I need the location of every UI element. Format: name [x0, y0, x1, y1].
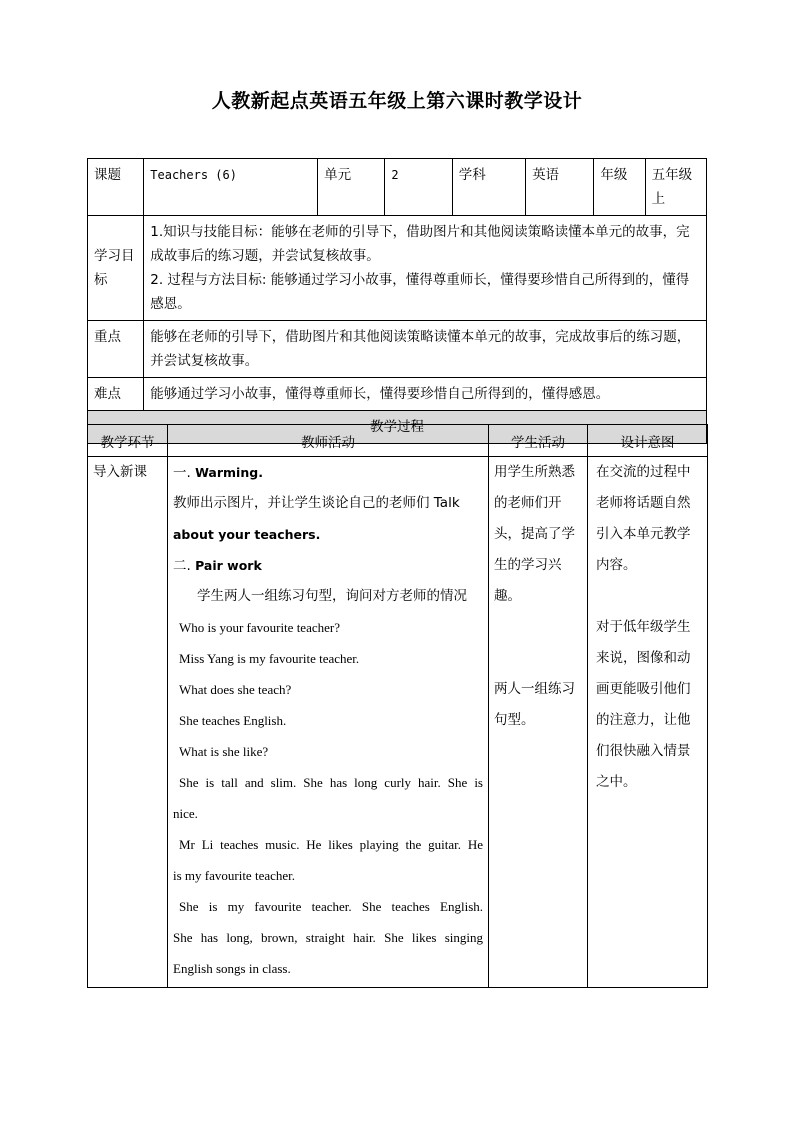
keypoint-row — [88, 321, 707, 378]
warming-text-b: about your teachers. — [173, 527, 321, 542]
difficulty-label: 难点 — [88, 378, 144, 411]
subject-label: 学科 — [452, 159, 525, 216]
goals-content — [144, 216, 707, 321]
unit-label: 单元 — [318, 159, 385, 216]
difficulty-text: 能够通过学习小故事，懂得尊重师长，懂得要珍惜自己所得到的，懂得感恩。 — [144, 378, 707, 411]
student-activity-1: 用学生所熟悉的老师们开头，提高了学生的学习兴趣。 — [494, 464, 575, 604]
keypoint-text: 能够在老师的引导下，借助图片和其他阅读策略读懂本单元的故事，完成故事后的练习题，并尝试复核故事。 — [144, 321, 707, 378]
student-activity-2: 两人一组练习句型。 — [494, 681, 575, 728]
goals-item-1: 1.知识与技能目标：能够在老师的引导下，借助图片和其他阅读策略读懂本单元的故事，完成故事后的练习题，并尝试复核故事。 — [150, 224, 690, 264]
subject-value: 英语 — [526, 159, 594, 216]
stage-name: 导入新课 — [88, 457, 168, 988]
dialogue-line: is my favourite teacher. — [173, 868, 296, 883]
header-stage: 教学环节 — [88, 425, 168, 457]
dialogue-line: What is she like? — [179, 744, 269, 759]
design-intent-1: 在交流的过程中老师将话题自然引入本单元教学内容。 — [596, 464, 691, 573]
dialogue-line: Miss Yang is my favourite teacher. — [179, 651, 360, 666]
dialogue-line: She teaches English. — [179, 713, 287, 728]
dialogue-line: Who is your favourite teacher? — [179, 620, 340, 635]
warming-title: Warming. — [195, 465, 263, 480]
pair-number: 二. — [173, 558, 196, 574]
header-student: 学生活动 — [489, 425, 588, 457]
teacher-activity — [168, 457, 489, 988]
dialogue-line: She is my favourite teacher. She teaches English. — [179, 899, 483, 914]
keypoint-label: 重点 — [88, 321, 144, 378]
dialogue-line: What does she teach? — [179, 682, 292, 697]
header-teacher: 教师活动 — [168, 425, 489, 457]
lesson-info-table — [87, 158, 707, 444]
grade-value: 五年级上 — [645, 159, 706, 216]
warming-text-a: 教师出示图片，并让学生谈论自己的老师们 Talk — [173, 495, 460, 511]
process-header-row — [88, 425, 708, 457]
process-body-row — [88, 457, 708, 988]
goals-label: 学习目标 — [88, 216, 144, 321]
topic-label: 课题 — [88, 159, 144, 216]
info-row — [88, 159, 707, 216]
dialogue-line: Mr Li teaches music. He likes playing the guitar. He — [179, 837, 483, 852]
dialogue-line: English songs in class. — [173, 961, 291, 976]
warming-number: 一. — [173, 465, 196, 481]
page-title: 人教新起点英语五年级上第六课时教学设计 — [211, 90, 583, 112]
dialogue-line: She is tall and slim. She has long curly hair. She is — [179, 775, 483, 790]
dialogue-line: She has long, brown, straight hair. She likes singing — [173, 930, 483, 945]
goals-row — [88, 216, 707, 321]
design-intent-2: 对于低年级学生来说，图像和动画更能吸引他们的注意力，让他们很快融入情景之中。 — [596, 619, 691, 790]
unit-value: 2 — [385, 159, 452, 216]
student-activity — [489, 457, 588, 988]
grade-label: 年级 — [594, 159, 645, 216]
pair-title: Pair work — [195, 558, 262, 573]
topic-value: Teachers (6) — [144, 159, 318, 216]
teaching-process-table — [87, 424, 708, 988]
process-section-title: 教学过程 — [88, 411, 707, 444]
header-intent: 设计意图 — [588, 425, 708, 457]
difficulty-row — [88, 378, 707, 411]
design-intent — [588, 457, 708, 988]
goals-item-2: 2. 过程与方法目标: 能够通过学习小故事，懂得尊重师长，懂得要珍惜自己所得到的，懂得感恩。 — [150, 272, 690, 312]
dialogue-line: nice. — [173, 806, 198, 821]
pair-text: 学生两人一组练习句型，询问对方老师的情况 — [197, 588, 467, 604]
